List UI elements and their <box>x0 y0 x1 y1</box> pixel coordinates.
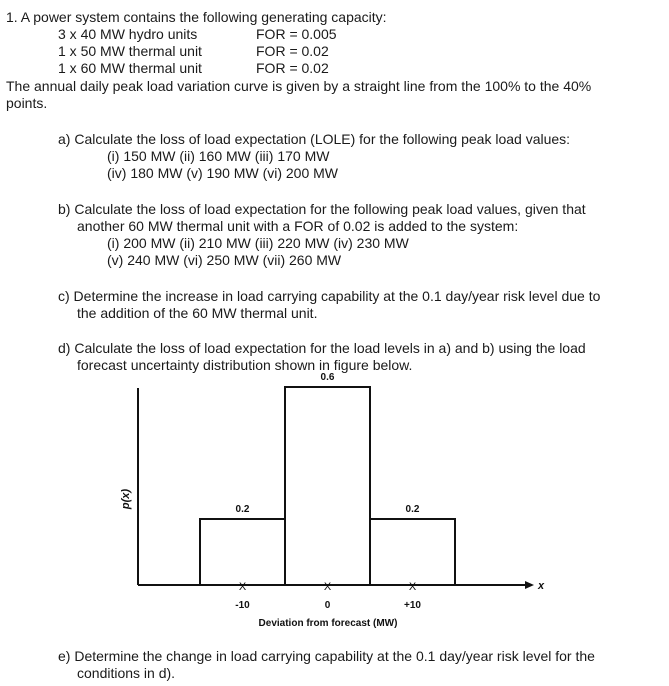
x-tick-label-1: 0 <box>324 600 331 611</box>
bar-value-label-2: 0.2 <box>405 504 420 515</box>
part-e-question-cont: conditions in d). <box>77 665 176 681</box>
bar-value-label-1: 0.6 <box>320 372 335 383</box>
unit-thermal50-for: FOR = 0.02 <box>256 43 329 59</box>
x-marker-2: X <box>408 581 417 593</box>
x-axis-title: Deviation from forecast (MW) <box>258 618 398 629</box>
unit-thermal60-name: 1 x 60 MW thermal unit <box>58 60 202 76</box>
unit-hydro-name: 3 x 40 MW hydro units <box>58 26 198 42</box>
problem-intro: 1. A power system contains the following generating capacity: <box>6 9 387 25</box>
bar-2 <box>370 519 455 585</box>
part-b-question: b) Calculate the loss of load expectation for the following peak load values, given that <box>58 201 586 217</box>
x-marker-1: X <box>323 581 332 593</box>
load-curve-text: The annual daily peak load variation curve is given by a straight line from the 100% to the 40% <box>6 78 592 94</box>
bar-value-label-0: 0.2 <box>235 504 250 515</box>
part-c-question-cont: the addition of the 60 MW thermal unit. <box>77 305 318 321</box>
forecast-uncertainty-chart <box>100 372 560 635</box>
part-e-question: e) Determine the change in load carrying capability at the 0.1 day/year risk level for the <box>58 648 595 664</box>
part-d-question: d) Calculate the loss of load expectation for the load levels in a) and b) using the load <box>58 340 586 356</box>
x-tick-label-0: -10 <box>235 600 250 611</box>
unit-thermal50-name: 1 x 50 MW thermal unit <box>58 43 202 59</box>
load-curve-text-cont: points. <box>6 95 48 111</box>
part-b-values-1: (i) 200 MW (ii) 210 MW (iii) 220 MW (iv) 230 MW <box>107 235 409 251</box>
part-a-values-1: (i) 150 MW (ii) 160 MW (iii) 170 MW <box>107 148 330 164</box>
x-marker-0: X <box>238 581 247 593</box>
part-a-values-2: (iv) 180 MW (v) 190 MW (vi) 200 MW <box>107 165 339 181</box>
bar-0 <box>200 519 285 585</box>
x-tick-label-2: +10 <box>404 600 421 611</box>
x-axis-end-label: x <box>538 580 545 592</box>
part-c-question: c) Determine the increase in load carrying capability at the 0.1 day/year risk level due to <box>58 288 601 304</box>
unit-hydro-for: FOR = 0.005 <box>256 26 337 42</box>
part-d-question-cont: forecast uncertainty distribution shown in figure below. <box>77 357 413 373</box>
unit-thermal60-for: FOR = 0.02 <box>256 60 329 76</box>
x-axis-arrowhead <box>525 581 534 589</box>
bar-1 <box>285 387 370 585</box>
part-b-question-cont: another 60 MW thermal unit with a FOR of 0.02 is added to the system: <box>77 218 519 234</box>
part-b-values-2: (v) 240 MW (vi) 250 MW (vii) 260 MW <box>107 252 342 268</box>
y-axis-label: p(x) <box>120 488 132 510</box>
part-a-question: a) Calculate the loss of load expectation (LOLE) for the following peak load values: <box>58 131 571 147</box>
